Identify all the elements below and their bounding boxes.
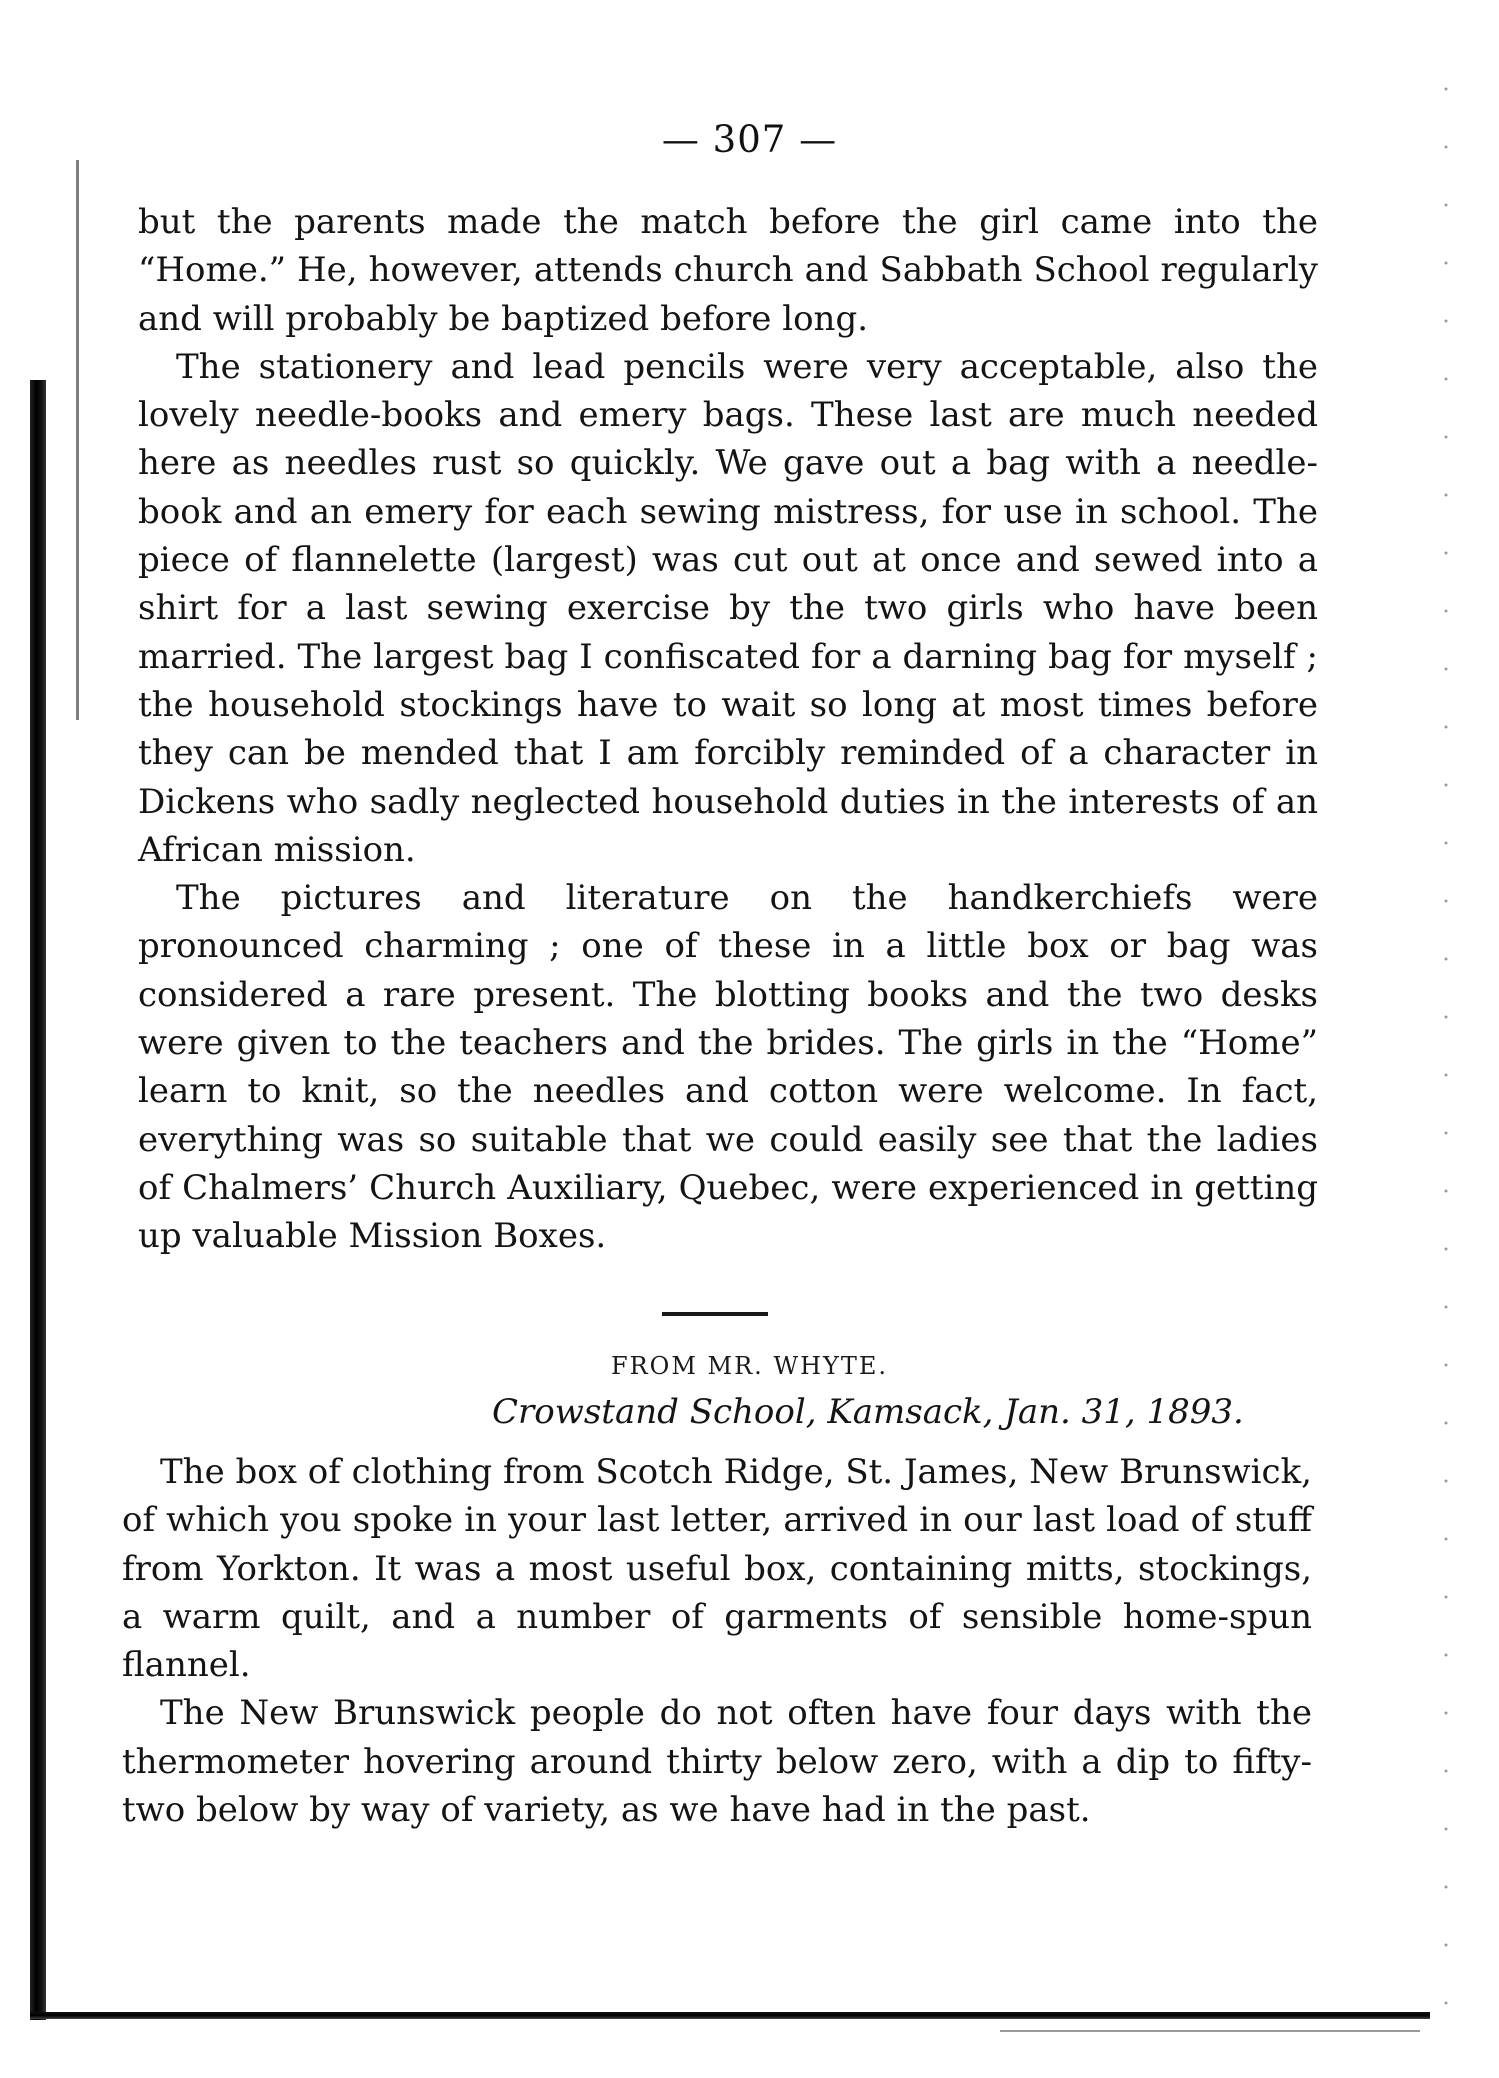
- scan-edge-specks: [1440, 60, 1454, 2010]
- section-separator-rule: [662, 1312, 768, 1316]
- letter-body: [138, 198, 1318, 1261]
- section-heading: FROM MR. WHYTE.: [610, 1352, 889, 1380]
- body-paragraph: The stationery and lead pencils were very acceptable, also the lovely needle-books and emery bags. These last are much needed here as needles rust so quickly. We gave out a bag with a needle-book and an emery for each sewing mistress, for use in school. The piece of flannelette (largest) was cut out at once and sewed into a shirt for a last sewing exercise by the two girls who have been married. The largest bag I confiscated for a darning bag for myself ; the household stockings have to wait so long at most times before they can be mended that I am forcibly reminded of a character in Dickens who sadly neglected household duties in the interests of an African mission.: [138, 346, 1318, 870]
- body-paragraph: The box of clothing from Scotch Ridge, St. James, New Brunswick, of which you spoke in your last letter, arrived in our last load of stuff from Yorkton. It was a most useful box, containing mitts, stockings, a warm quilt, and a number of garments of sensible home-spun flannel.: [122, 1452, 1312, 1686]
- body-paragraph-continued: but the parents made the match before the girl came into the “Home.” He, however, attends church and Sabbath School regularly and will probably be baptized before long.: [138, 202, 1318, 339]
- page-number: — 307 —: [661, 118, 838, 161]
- binding-edge-line: [76, 160, 79, 720]
- letter-dateline: Crowstand School, Kamsack, Jan. 31, 1893.: [492, 1392, 1244, 1432]
- page-bottom-edge-shadow: [1000, 2030, 1420, 2032]
- page-bottom-edge: [30, 2012, 1430, 2019]
- body-paragraph: The pictures and literature on the handkerchiefs were pronounced charming ; one of these in a little box or bag was considered a rare present. The blotting books and the two desks were given to the teachers and the brides. The girls in the “Home” learn to knit, so the needles and cotton were welcome. In fact, everything was so suitable that we could easily see that the ladies of Chalmers’ Church Auxiliary, Quebec, were experienced in getting up valuable Mission Boxes.: [138, 878, 1318, 1257]
- whyte-letter-body: [122, 1448, 1312, 1834]
- body-paragraph: The New Brunswick people do not often have four days with the thermometer hovering around thirty below zero, with a dip to fifty-two below by way of variety, as we have had in the past.: [122, 1693, 1312, 1831]
- binding-edge-shadow: [30, 380, 46, 2020]
